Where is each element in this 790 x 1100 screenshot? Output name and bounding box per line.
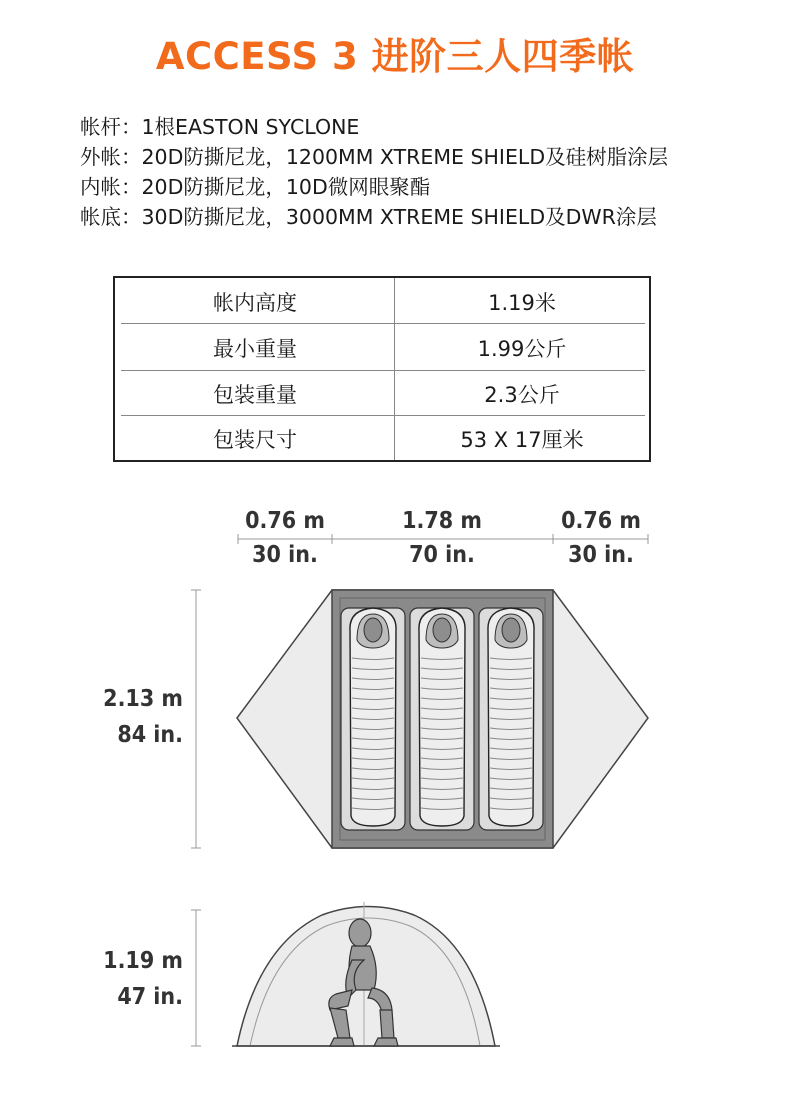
width-dimensions: [238, 508, 648, 568]
length-in: 84 in.: [117, 722, 183, 748]
vestibule-right-in: 30 in.: [568, 542, 634, 568]
table-row: [115, 280, 649, 324]
table-row: [115, 372, 649, 416]
table-label: 最小重量: [213, 337, 297, 361]
tent-side-profile: [232, 902, 500, 1046]
tent-diagram: [0, 490, 790, 1090]
table-label: 帐内高度: [213, 291, 297, 315]
table-label: 包装尺寸: [213, 428, 297, 452]
spec-table: [113, 276, 651, 462]
vestibule-left-in: 30 in.: [252, 542, 318, 568]
table-value: 53 X 17厘米: [460, 428, 584, 452]
height-dimension: [103, 910, 201, 1046]
vestibule-right-m: 0.76 m: [561, 508, 641, 534]
table-label: 包装重量: [213, 383, 297, 407]
vestibule-left-m: 0.76 m: [245, 508, 325, 534]
table-row: [115, 417, 649, 461]
sleeping-bag-icon: [350, 608, 396, 826]
sleeping-bags: [350, 608, 534, 826]
spec-poles: 帐杆：1根EASTON SYCLONE: [80, 115, 360, 139]
tent-floor-plan: [237, 590, 648, 848]
spec-inner: 内帐：20D防撕尼龙，10D微网眼聚酯: [80, 175, 431, 199]
page-title: ACCESS 3 进阶三人四季帐: [155, 35, 635, 78]
spec-list: [80, 112, 780, 232]
sleeping-bag-icon: [419, 608, 465, 826]
table-value: 2.3公斤: [484, 383, 560, 407]
table-row: [115, 326, 649, 370]
spec-fly: 外帐：20D防撕尼龙，1200MM XTREME SHIELD及硅树脂涂层: [80, 145, 669, 169]
inner-width-in: 70 in.: [409, 542, 475, 568]
length-dimension: [103, 590, 201, 848]
height-in: 47 in.: [117, 984, 183, 1010]
spec-floor: 帐底：30D防撕尼龙，3000MM XTREME SHIELD及DWR涂层: [80, 205, 657, 229]
length-m: 2.13 m: [103, 686, 183, 712]
table-row-divider: [121, 370, 645, 371]
table-value: 1.99公斤: [477, 337, 567, 361]
inner-width-m: 1.78 m: [402, 508, 482, 534]
table-value: 1.19米: [488, 291, 556, 315]
height-m: 1.19 m: [103, 948, 183, 974]
sleeping-bag-icon: [488, 608, 534, 826]
